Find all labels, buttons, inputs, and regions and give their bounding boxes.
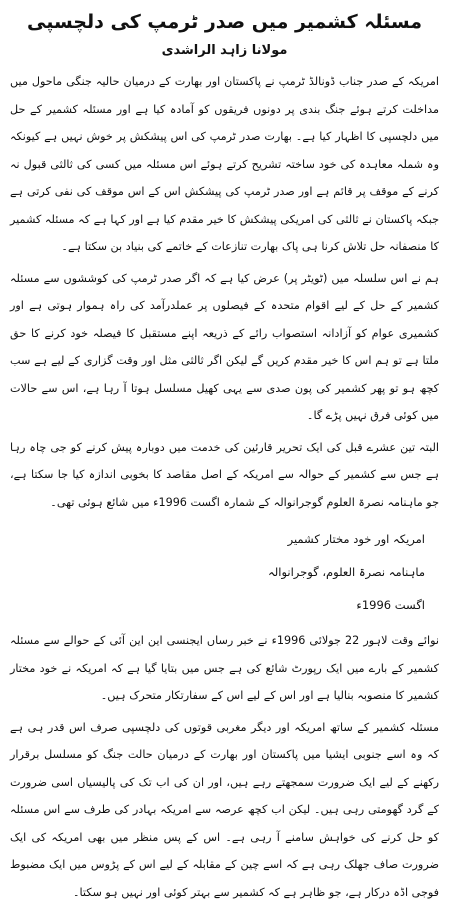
author-name: مولانا زاہد الراشدی <box>10 40 439 62</box>
quoted-article-header <box>10 526 439 619</box>
paragraph-5: مسئلہ کشمیر کے ساتھ امریکہ اور دیگر مغربی قوتوں کی دلچسپی صرف اس قدر ہی ہے کہ وہ اسے جنوبی ایشیا میں پاکستان اور بھارت کے درمیان حالت جنگ کو مسلسل برقرار رکھنے کے لیے ایک ضرورت سمجھتے رہے ہیں، اور ان کی اب تک کی پالیسیاں اسی ضرورت کے گرد گھومتی رہی ہیں۔ لیکن اب کچھ عرصہ سے امریکہ بہادر کی طرف سے اس مسئلہ کو حل کرنے کی خواہش سامنے آ رہی ہے۔ اس کے پس منظر میں بھی امریکہ کی ایک ضرورت صاف جھلک رہی ہے کہ اسے چین کے مقابلہ کے لیے اس کے پڑوس میں ایک مضبوط فوجی اڈہ درکار ہے، جو ظاہر ہے کہ کشمیر سے بہتر کوئی اور نہیں ہو سکتا۔ <box>10 714 439 906</box>
quoted-article-date: اگست 1996ء <box>10 592 425 619</box>
paragraph-4: نوائے وقت لاہور 22 جولائی 1996ء نے خبر رساں ایجنسی این این آئی کے حوالے سے مسئلہ کشمیر کے بارے میں ایک رپورٹ شائع کی ہے جس میں بتایا گیا ہے کہ امریکہ نے خود مختار کشمیر کا منصوبہ بنالیا ہے اور اس کے لیے اس کے سفارتکار متحرک ہیں۔ <box>10 627 439 710</box>
article-title: مسئلہ کشمیر میں صدر ٹرمپ کی دلچسپی <box>10 8 439 36</box>
quoted-article-title: امریکہ اور خود مختار کشمیر <box>10 526 425 553</box>
paragraph-2: ہم نے اس سلسلہ میں (ٹویٹر پر) عرض کیا ہے کہ اگر صدر ٹرمپ کی کوششوں سے مسئلہ کشمیر کے حل کے لیے اقوام متحدہ کے فیصلوں پر عملدرآمد کی راہ ہموار ہوتی ہے اور کشمیری عوام کو آزادانہ استصواب رائے کے ذریعہ اپنے مستقبل کا فیصلہ خود کرنے کا حق ملتا ہے تو ہم اس کا خیر مقدم کریں گے لیکن اگر ثالثی مثل اور وقت گزاری کے لیے ہے سب کچھ ہو تو پھر کشمیر کی پون صدی سے یہی کھیل مسلسل ہوتا آ رہا ہے، اس سے حالات میں کوئی فرق نہیں پڑے گا۔ <box>10 265 439 430</box>
paragraph-3: البتہ تین عشرے قبل کی ایک تحریر قارئین کی خدمت میں دوبارہ پیش کرنے کو جی چاہ رہا ہے جس سے کشمیر کے حوالہ سے امریکہ کے اصل مقاصد کا بخوبی اندازہ کیا جا سکتا ہے، جو ماہنامہ نصرۃ العلوم گوجرانوالہ کے شمارہ اگست 1996ء میں شائع ہوئی تھی۔ <box>10 434 439 517</box>
quoted-article-publication: ماہنامہ نصرۃ العلوم، گوجرانوالہ <box>10 559 425 586</box>
paragraph-1: امریکہ کے صدر جناب ڈونالڈ ٹرمپ نے پاکستان اور بھارت کے درمیان حالیہ جنگی ماحول میں مداخلت کرتے ہوئے جنگ بندی پر دونوں فریقوں کو آمادہ کیا ہے اور مسئلہ کشمیر کے حل میں دلچسپی کا اظہار کیا ہے۔ بھارت صدر ٹرمپ کی اس پیشکش پر خوش نہیں ہے کیونکہ وہ شملہ معاہدہ کی خود ساختہ تشریح کرتے ہوئے اس مسئلہ میں کسی کی ثالثی قبول نہ کرنے کے موقف پر قائم ہے اور صدر ٹرمپ کی پیشکش اس کے اس موقف کی نفی کرتی ہے جبکہ پاکستان نے ثالثی کی امریکی پیشکش کا خیر مقدم کیا ہے اور کہا ہے کہ مسئلہ کشمیر کا منصفانہ حل تلاش کرنا ہی پاک بھارت تنازعات کے خاتمے کی بنیاد بن سکتا ہے۔ <box>10 68 439 261</box>
